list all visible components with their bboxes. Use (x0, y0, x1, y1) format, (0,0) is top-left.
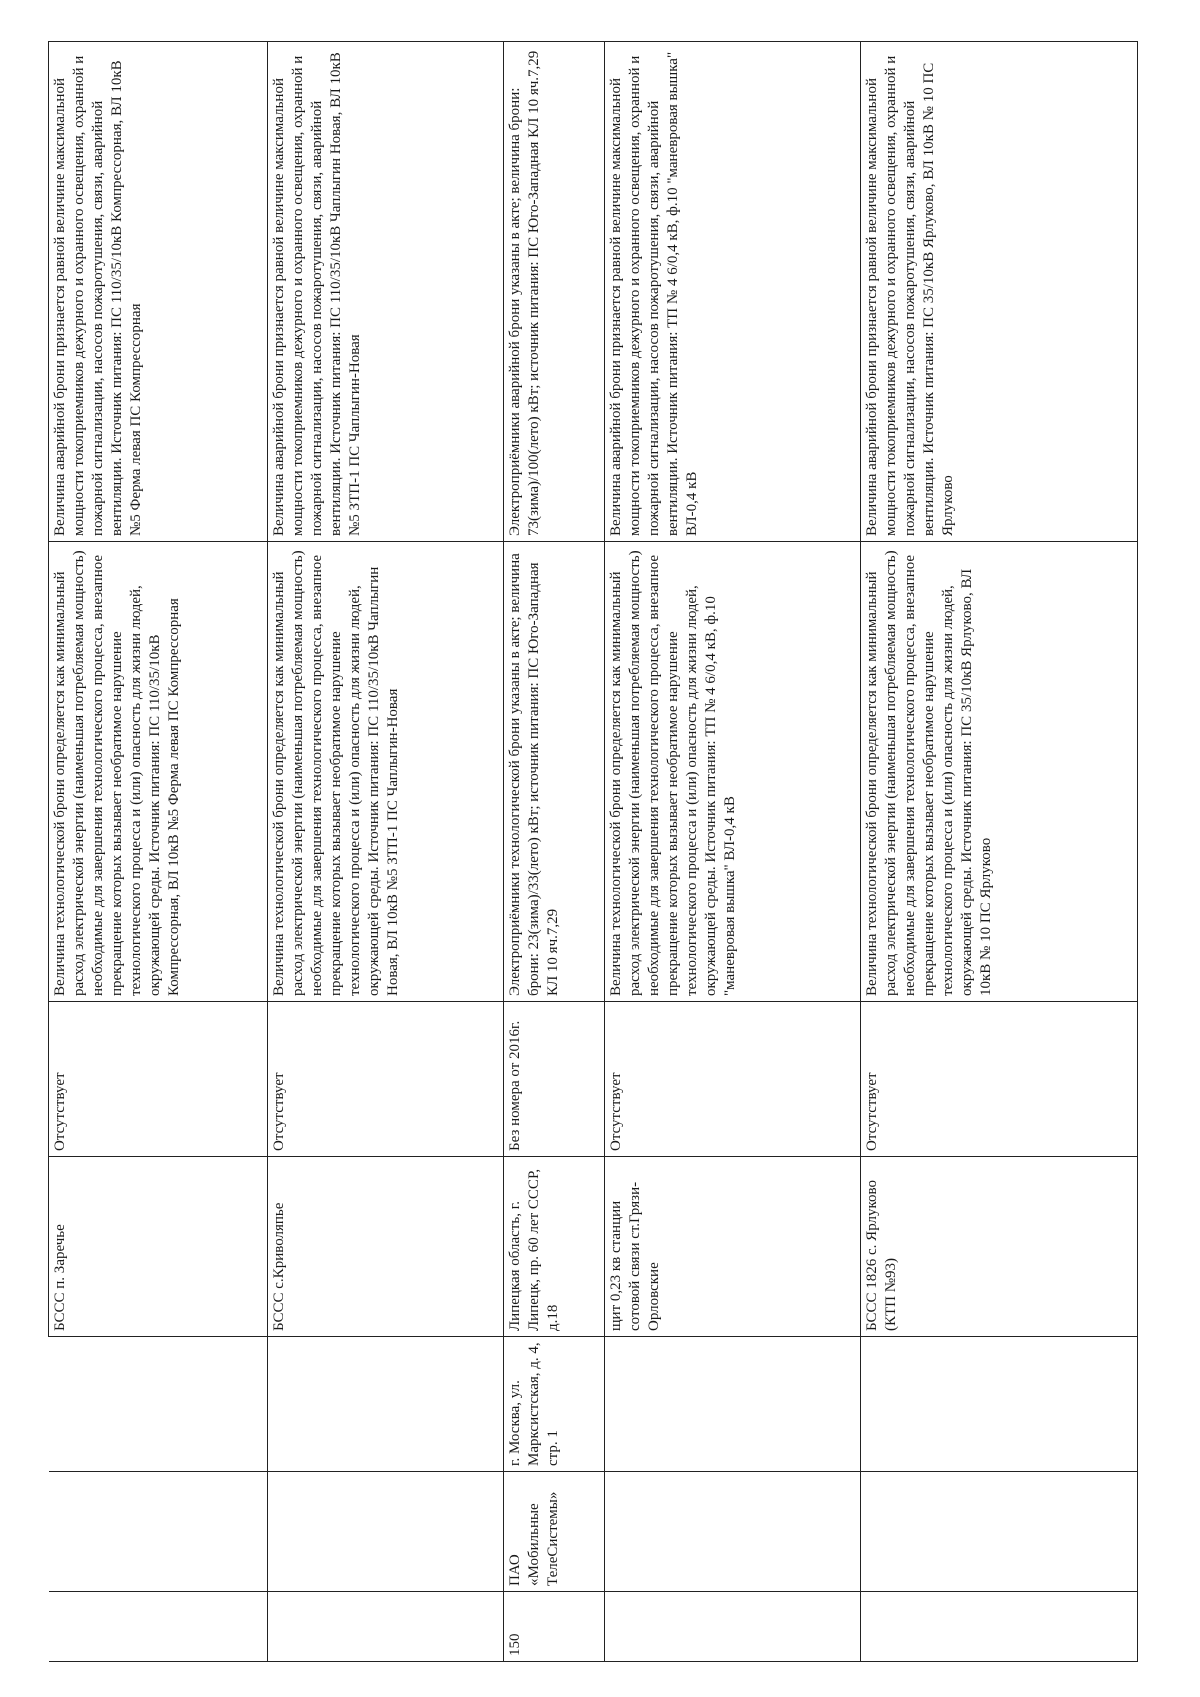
organization-cell (604, 1472, 860, 1592)
emergency-reserve-cell: Величина аварийной брони признается равной величине максимальной мощности токоприемников дежурного и охранного освещения, охранной и пожарной сигнализации, насосов пожаротушения, связи, аварийной вентиляции. Источник питания: ТП № 4 6/0,4 кВ, ф.10 "маневровая вышка" ВЛ-0,4 кВ (604, 42, 860, 542)
emergency-reserve-cell: Величина аварийной брони признается равной величине максимальной мощности токоприемников дежурного и охранного освещения, охранной и пожарной сигнализации, насосов пожаротушения, связи, аварийной вентиляции. Источник питания: ПС 35/10кВ Ярлуково, ВЛ 10кВ № 10 ПС Ярлуково (860, 42, 1137, 542)
rotated-table-container (48, 42, 1138, 1662)
organization-cell (267, 1472, 504, 1592)
act-cell: Без номера от 2016г. (504, 1002, 604, 1157)
emergency-reserve-cell: Величина аварийной брони признается равной величине максимальной мощности токоприемников дежурного и охранного освещения, охранной и пожарной сигнализации, насосов пожаротушения, связи, аварийной вентиляции. Источник питания: ПС 110/35/10кВ Чаплыгин Новая, ВЛ 10кВ №5 ЗТП-1 ПС Чаплыгин-Новая (267, 42, 504, 542)
table-row (604, 42, 860, 1662)
table-row (504, 42, 604, 1662)
object-cell: Липецкая область, г. Липецк, пр. 60 лет СССР, д.18 (504, 1157, 604, 1337)
act-cell: Отсутствует (604, 1002, 860, 1157)
row-number-cell (49, 1592, 268, 1662)
power-reserve-table (48, 41, 1138, 1662)
address-cell: г. Москва, ул. Марксистская, д. 4, стр. 1 (504, 1337, 604, 1472)
act-cell: Отсутствует (860, 1002, 1137, 1157)
emergency-reserve-cell: Электроприёмники аварийной брони указаны в акте; величина брони: 73(зима)/100(лето) кВт; источник питания: ПС Юго-Западная КЛ 10 яч.7,29 (504, 42, 604, 542)
table-row (267, 42, 504, 1662)
organization-cell (860, 1472, 1137, 1592)
organization-cell (49, 1472, 268, 1592)
object-cell: щит 0,23 кв станции сотовой связи ст.Грязи-Орловские (604, 1157, 860, 1337)
object-cell: БССС п. Заречье (49, 1157, 268, 1337)
tech-reserve-cell: Электроприёмники технологической брони указаны в акте; величина брони: 23(зима)/33(лето) кВт; источник питания: ПС Юго-Западная КЛ 10 яч.7,29 (504, 542, 604, 1002)
row-number-cell (267, 1592, 504, 1662)
object-cell: БССС 1826 с. Ярлуково (КТП №93) (860, 1157, 1137, 1337)
address-cell (860, 1337, 1137, 1472)
tech-reserve-cell: Величина технологической брони определяется как минимальный расход электрической энергии (наименьшая потребляемая мощность) необходимые для завершения технологического процесса, внезапное прекращение которых вызывает необратимое нарушение технологического процесса и (или) опасность для жизни людей, окружающей среды. Источник питания: ПС 110/35/10кВ Компрессорная, ВЛ 10кВ №5 Ферма левая ПС Компрессорная (49, 542, 268, 1002)
tech-reserve-cell: Величина технологической брони определяется как минимальный расход электрической энергии (наименьшая потребляемая мощность) необходимые для завершения технологического процесса, внезапное прекращение которых вызывает необратимое нарушение технологического процесса и (или) опасность для жизни людей, окружающей среды. Источник питания: ПС 110/35/10кВ Чаплыгин Новая, ВЛ 10кВ №5 ЗТП-1 ПС Чаплыгин-Новая (267, 542, 504, 1002)
organization-cell: ПАО «Мобильные ТелеСистемы» (504, 1472, 604, 1592)
emergency-reserve-cell: Величина аварийной брони признается равной величине максимальной мощности токоприемников дежурного и охранного освещения, охранной и пожарной сигнализации, насосов пожаротушения, связи, аварийной вентиляции. Источник питания: ПС 110/35/10кВ Компрессорная, ВЛ 10кВ №5 Ферма левая ПС Компрессорная (49, 42, 268, 542)
row-number-cell: 150 (504, 1592, 604, 1662)
tech-reserve-cell: Величина технологической брони определяется как минимальный расход электрической энергии (наименьшая потребляемая мощность) необходимые для завершения технологического процесса, внезапное прекращение которых вызывает необратимое нарушение технологического процесса и (или) опасность для жизни людей, окружающей среды. Источник питания: ТП № 4 6/0,4 кВ, ф.10 "маневровая вышка" ВЛ-0,4 кВ (604, 542, 860, 1002)
address-cell (604, 1337, 860, 1472)
table-row (49, 42, 268, 1662)
tech-reserve-cell: Величина технологической брони определяется как минимальный расход электрической энергии (наименьшая потребляемая мощность) необходимые для завершения технологического процесса, внезапное прекращение которых вызывает необратимое нарушение технологического процесса и (или) опасность для жизни людей, окружающей среды. Источник питания: ПС 35/10кВ Ярлуково, ВЛ 10кВ № 10 ПС Ярлуково (860, 542, 1137, 1002)
address-cell (49, 1337, 268, 1472)
table-row (860, 42, 1137, 1662)
object-cell: БССС с.Криволяпье (267, 1157, 504, 1337)
row-number-cell (604, 1592, 860, 1662)
act-cell: Отсутствует (49, 1002, 268, 1157)
row-number-cell (860, 1592, 1137, 1662)
address-cell (267, 1337, 504, 1472)
act-cell: Отсутствует (267, 1002, 504, 1157)
